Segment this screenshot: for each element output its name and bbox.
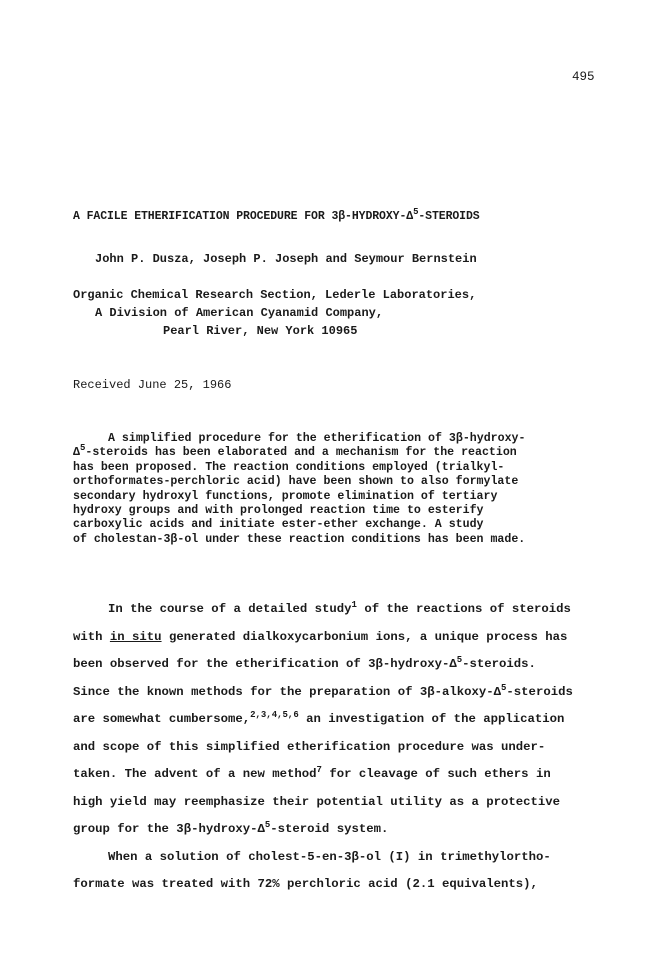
abstract-line: [73, 443, 525, 460]
paper-title: [73, 207, 480, 223]
footnote-ref: 1: [351, 600, 357, 610]
footnote-ref: 7: [316, 765, 322, 775]
affiliation-line-3: Pearl River, New York 10965: [163, 324, 358, 338]
body-line: and scope of this simplified etherification procedure was under-: [73, 739, 546, 754]
body-text-span: an investigation of the application: [298, 712, 565, 726]
superscript: 5: [501, 682, 507, 693]
body-text-span: generated dialkoxycarbonium ions, a unique process has: [161, 629, 568, 644]
body-text: [73, 596, 573, 899]
abstract-line: secondary hydroxyl functions, promote elimination of tertiary: [73, 489, 498, 503]
body-line: [73, 706, 573, 734]
body-line: When a solution of cholest-5-en-3β-ol (I) in trimethylortho-: [108, 849, 551, 864]
body-line: [73, 596, 573, 624]
body-line: [73, 651, 573, 679]
body-text-span: In the course of a detailed study: [108, 602, 352, 616]
received-date: Received June 25, 1966: [73, 378, 232, 392]
title-superscript: 5: [413, 207, 419, 217]
abstract-line: orthoformates-perchloric acid) have been shown to also formylate: [73, 475, 519, 489]
abstract-line: has been proposed. The reaction conditions employed (trialkyl-: [73, 460, 505, 474]
abstract: [73, 432, 525, 547]
body-text-span: been observed for the etherification of 3β-hydroxy-Δ: [73, 657, 457, 671]
body-text-span: are somewhat cumbersome,: [73, 712, 251, 726]
body-text-span: -steroids: [506, 684, 573, 699]
abstract-line: carboxylic acids and initiate ester-ether exchange. A study: [73, 518, 484, 532]
body-text-span: -steroids.: [462, 657, 536, 671]
author-list: John P. Dusza, Joseph P. Joseph and Seymour Bernstein: [95, 252, 477, 266]
superscript: 5: [456, 655, 463, 665]
abstract-line: A simplified procedure for the etherification of 3β-hydroxy-: [108, 432, 526, 445]
body-text-span: taken. The advent of a new method: [73, 767, 317, 781]
body-line: [73, 624, 573, 652]
body-line: high yield may reemphasize their potential utility as a protective: [73, 794, 561, 809]
abstract-text: Δ: [73, 446, 80, 460]
abstract-superscript: 5: [79, 443, 86, 454]
body-text-span: Since the known methods for the preparation of 3β-alkoxy-Δ: [73, 684, 502, 699]
abstract-line: of cholestan-3β-ol under these reaction conditions has been made.: [73, 532, 526, 546]
footnote-ref: 2,3,4,5,6: [250, 710, 299, 720]
affiliation-line-2: A Division of American Cyanamid Company,: [95, 306, 384, 320]
body-text-span: group for the 3β-hydroxy-Δ: [73, 822, 265, 836]
body-text-span: of the reactions of steroids: [356, 602, 571, 616]
body-line: [73, 761, 573, 789]
superscript: 5: [264, 820, 271, 830]
title-main: A FACILE ETHERIFICATION PROCEDURE FOR 3β-HYDROXY-Δ: [73, 210, 414, 223]
body-line: [73, 679, 573, 707]
page-number: 495: [572, 70, 595, 84]
body-line: [73, 816, 573, 844]
underlined-term: in situ: [109, 629, 162, 644]
body-text-span: for cleavage of such ethers in: [321, 767, 551, 781]
title-end: -STEROIDS: [418, 210, 480, 223]
abstract-text: -steroids has been elaborated and a mechanism for the reaction: [85, 446, 517, 460]
body-line: formate was treated with 72% perchloric acid (2.1 equivalents),: [73, 877, 538, 891]
abstract-line: hydroxy groups and with prolonged reaction time to esterify: [73, 504, 484, 518]
affiliation-line-1: Organic Chemical Research Section, Lederle Laboratories,: [73, 288, 477, 302]
body-text-span: with: [73, 629, 110, 644]
body-text-span: -steroid system.: [270, 822, 389, 836]
